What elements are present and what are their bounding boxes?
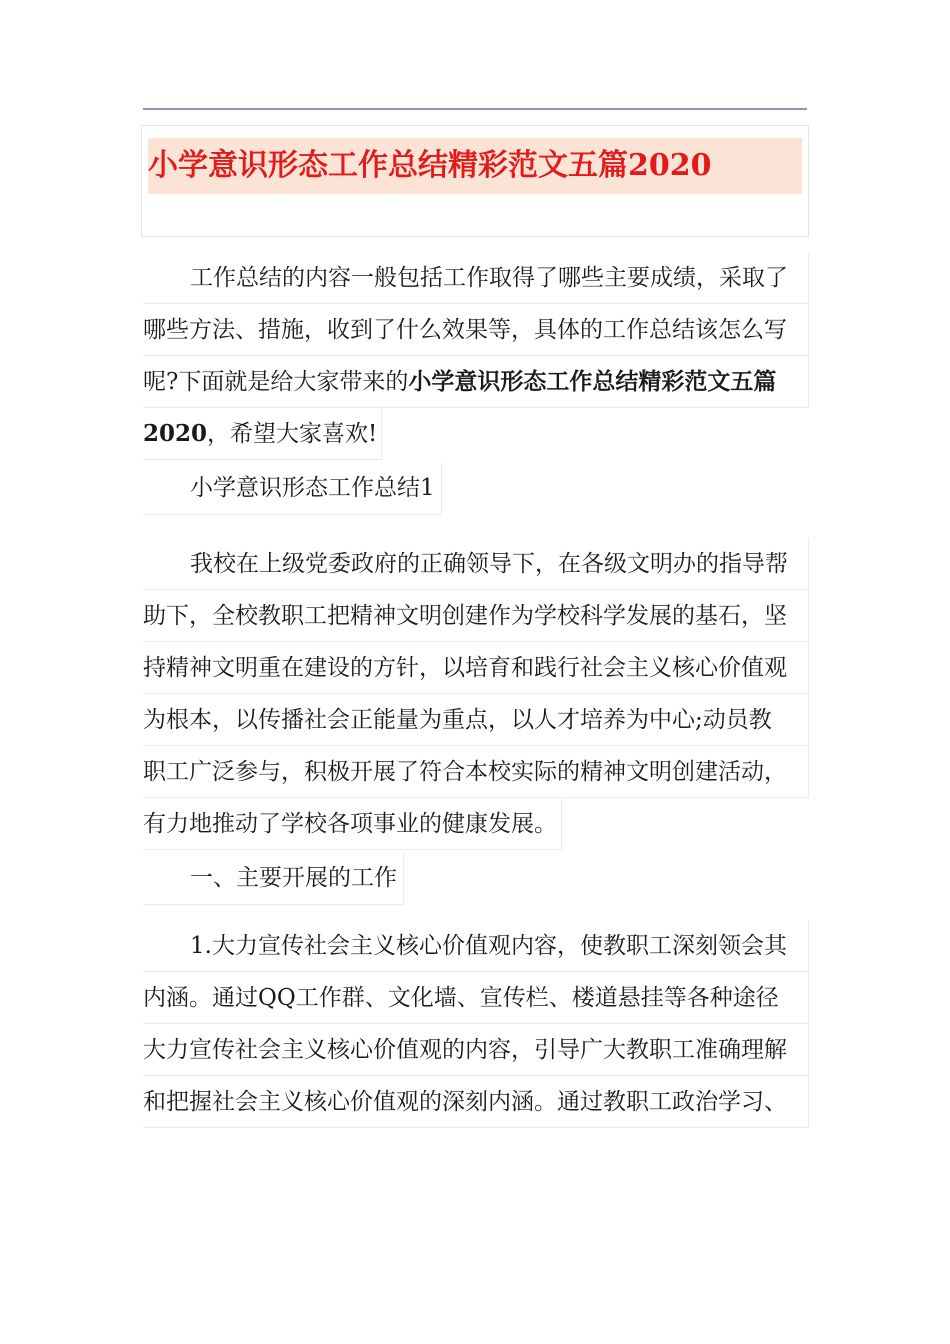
intro-line-3-bold: 小学意识形态工作总结精彩范文五篇: [408, 368, 777, 395]
paragraph-1: [143, 538, 809, 850]
section-heading-1: 小学意识形态工作总结1: [143, 462, 442, 515]
paragraph-1-line: 为根本，以传播社会正能量为重点，以人才培养为中心;动员教: [143, 694, 809, 746]
header-rule: [143, 108, 807, 110]
intro-line-2: 哪些方法、措施，收到了什么效果等，具体的工作总结该怎么写: [143, 304, 809, 356]
paragraph-1-line: 职工广泛参与，积极开展了符合本校实际的精神文明创建活动，: [143, 746, 809, 798]
intro-line-3: [143, 356, 809, 408]
intro-paragraph: [143, 252, 809, 460]
intro-line-3-text: 呢?下面就是给大家带来的: [143, 369, 409, 395]
paragraph-2-line: 1.大力宣传社会主义核心价值观内容，使教职工深刻领会其: [143, 920, 809, 972]
paragraph-2: [143, 920, 809, 1128]
paragraph-2-line: 大力宣传社会主义核心价值观的内容，引导广大教职工准确理解: [143, 1024, 809, 1076]
paragraph-2-line: 内涵。通过QQ工作群、文化墙、宣传栏、楼道悬挂等各种途径: [143, 972, 809, 1024]
title-box: [141, 125, 809, 237]
paragraph-1-line: 助下，全校教职工把精神文明创建作为学校科学发展的基石，坚: [143, 590, 809, 642]
subheading-1: 一、主要开展的工作: [143, 852, 404, 905]
intro-line-4-bold: 2020: [143, 420, 208, 447]
intro-line-4-text: ，希望大家喜欢!: [207, 421, 378, 447]
document-title: 小学意识形态工作总结精彩范文五篇2020: [148, 148, 712, 183]
intro-line-1: 工作总结的内容一般包括工作取得了哪些主要成绩，采取了: [143, 252, 809, 304]
paragraph-1-line: 持精神文明重在建设的方针，以培育和践行社会主义核心价值观: [143, 642, 809, 694]
intro-line-4: [143, 408, 382, 460]
paragraph-1-line: 有力地推动了学校各项事业的健康发展。: [143, 798, 562, 850]
paragraph-1-line: 我校在上级党委政府的正确领导下，在各级文明办的指导帮: [143, 538, 809, 590]
paragraph-2-line: 和把握社会主义核心价值观的深刻内涵。通过教职工政治学习、: [143, 1076, 809, 1128]
